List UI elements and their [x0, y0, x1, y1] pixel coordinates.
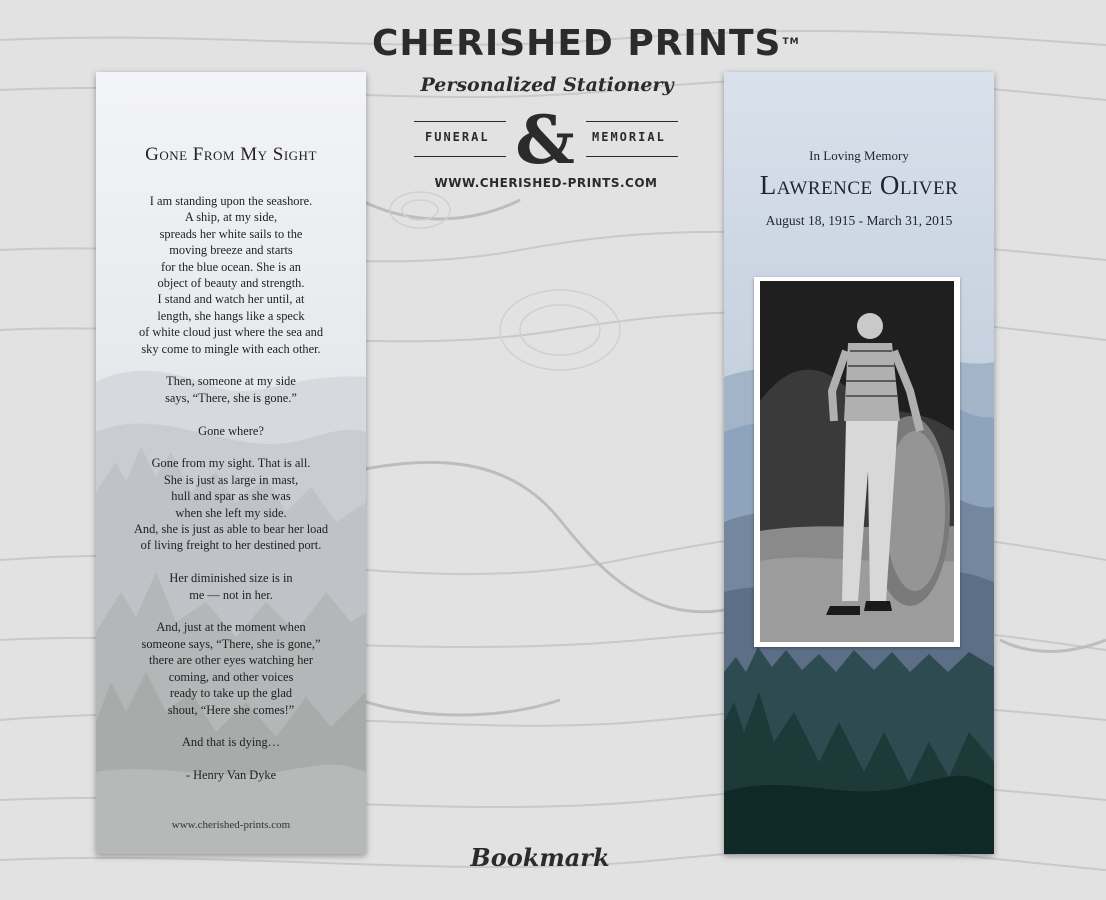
brand-wordmark	[372, 22, 800, 66]
poem-line: says, “There, she is gone.”	[165, 390, 297, 405]
portrait-photo	[760, 281, 954, 642]
poem-line: someone says, “There, she is gone,”	[141, 636, 321, 651]
poem-stanza	[106, 734, 356, 750]
memory-heading: In Loving Memory	[809, 148, 909, 163]
decedent-name: Lawrence Oliver	[759, 170, 959, 200]
poem-stanza	[106, 767, 356, 783]
poem-line: there are other eyes watching her	[148, 653, 314, 668]
poem-line: sky come to mingle with each other.	[141, 341, 321, 356]
poem-line: coming, and other voices	[168, 669, 294, 684]
poem-line: A ship, at my side,	[184, 210, 278, 225]
poem-line: And that is dying…	[181, 735, 281, 750]
logo-rule-right-bottom	[586, 156, 678, 157]
portrait-frame	[754, 277, 960, 647]
poem-line: of white cloud just where the sea and	[138, 325, 324, 340]
poem-line: Her diminished size is in	[169, 571, 293, 586]
brand-name: CHERISHED PRINTS	[372, 23, 782, 64]
poem-title: Gone From My Sight	[145, 144, 317, 165]
poem-line: spreads her white sails to the	[159, 226, 303, 241]
poem-stanza	[106, 423, 356, 439]
logo-ampersand: &	[515, 101, 575, 179]
poem-stanza	[106, 455, 356, 553]
brand-tagline: Personalized Stationery	[420, 74, 674, 96]
poem-line: of living freight to her destined port.	[140, 538, 322, 553]
poem-line: And, just at the moment when	[156, 620, 306, 635]
logo-word-memorial: MEMORIAL	[592, 130, 666, 144]
poem-line: ready to take up the glad	[169, 686, 293, 701]
bookmark-website: www.cherished-prints.com	[171, 819, 291, 831]
poem-line: Gone from my sight. That is all.	[151, 456, 311, 471]
poem-line: And, she is just as able to bear her load	[133, 522, 329, 537]
poem-line: hull and spar as she was	[171, 489, 291, 504]
brand-website: WWW.CHERISHED-PRINTS.COM	[434, 176, 658, 190]
poem-line: shout, “Here she comes!”	[167, 702, 295, 717]
trademark-mark: TM	[782, 37, 800, 47]
life-dates: August 18, 1915 - March 31, 2015	[765, 213, 953, 228]
memorial-bookmark	[724, 72, 994, 854]
poem-stanza	[106, 619, 356, 717]
logo-word-funeral: FUNERAL	[425, 130, 490, 144]
poem-line: She is just as large in mast,	[163, 472, 299, 487]
poem-line: Gone where?	[198, 423, 264, 438]
poem-line: I am standing upon the seashore.	[149, 194, 313, 208]
product-caption: Bookmark	[470, 843, 610, 872]
poem-bookmark	[96, 72, 366, 854]
poem-line: object of beauty and strength.	[157, 276, 305, 291]
poem-line: moving breeze and starts	[169, 243, 293, 258]
poem-line: Then, someone at my side	[166, 374, 296, 389]
logo-rule-right-top	[586, 121, 678, 122]
poem-line: length, she hangs like a speck	[157, 308, 305, 323]
poem-stanza	[106, 373, 356, 406]
logo-rule-left-top	[414, 121, 506, 122]
poem-line: for the blue ocean. She is an	[160, 259, 302, 274]
poem-stanza	[106, 570, 356, 603]
poem-line: - Henry Van Dyke	[185, 768, 277, 783]
logo-rule-left-bottom	[414, 156, 506, 157]
poem-stanza	[106, 193, 356, 357]
poem-line: I stand and watch her until, at	[157, 292, 305, 307]
poem-line: me — not in her.	[189, 587, 273, 602]
poem-line: when she left my side.	[175, 505, 287, 520]
poem-body	[106, 193, 356, 800]
